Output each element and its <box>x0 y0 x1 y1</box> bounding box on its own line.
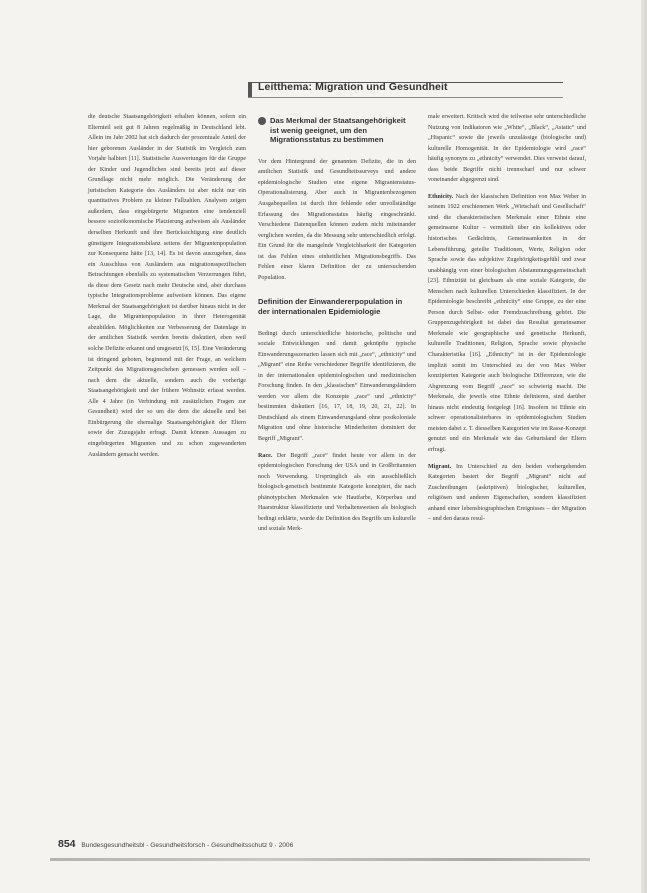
section-heading-text: Das Merkmal der Staatsangehörigkeit ist wenig geeignet, um den Migrationsstatus zu bestimmen <box>270 116 406 145</box>
run-in-heading-ethnicity: Ethnicity. <box>428 193 454 200</box>
section-heading-definition: Definition der Einwandererpopulation in der internationalen Epidemiologie <box>258 297 403 316</box>
page-footer <box>58 838 293 850</box>
run-in-heading-migrant: Migrant. <box>428 463 452 470</box>
text-column-right <box>428 112 586 525</box>
footer-journal-citation: Bundesgesundheitsbl - Gesundheitsforsch - Gesundheitsschutz 9 · 2006 <box>81 842 294 849</box>
body-paragraph-migrant <box>428 462 586 525</box>
body-paragraph: die deutsche Staatsangehörigkeit erhalten können, sofern ein Elternteil seit gut 8 Jahren regelmäßig in Deutschland lebt. Allein im Jahr 2002 hat sich dadurch der prozentuale Anteil der hier geborenen Ausländer in der Statistik im Vergleich zum Vorjahr halbiert [11]. Statistische Auswertungen für die Gruppe der Kinder und Jugendlichen sind bereits jetzt auf dieser Grundlage nicht mehr möglich. Die Veränderung der juristischen Kategorie des Ausländers ist aber nicht nur ein quantitatives Problem zu kleiner Fallzahlen. Analysen zeigen außerdem, dass eingebürgerte Migranten eine tendenziell bessere sozioökonomische Platzierung aufweisen als Ausländer derselben Herkunft und ihre Berücksichtigung eine deutlich günstigere Integrationsbilanz seitens der Migrantenpopulation zur Konsequenz hätte [13, 14]. Es ist davon auszugehen, dass ein Ausschluss von Ausländern aus migrationsspezifischen Betrachtungen ebenfalls zu systematischen Verzerrungen führt, da diese dem Gesetz nach mehr Deutsche sind, aber durchaus typische Integrationsprobleme aufweisen können. Das eigene Merkmal der Staatsangehörigkeit ist darüber hinaus nicht in der Lage, die Migrantenpopulation in ihrer Heterogenität abzubilden. Möglichkeiten zur Verbesserung der Datenlage in der amtlichen Statistik werden bereits diskutiert, eben weil solche Defizite erkannt und umgesetzt [6, 15]. Eine Veränderung ist dringend geboten, beginnend mit der Frage, an welchem Zeitpunkt das Migrationsgeschehen gemessen werden soll – nach dem die aktuelle, sondern auch die vorherige Staatsangehörigkeit und der frühere Wohnsitz erfasst werden. Alle 4 Jahre (in Verbindung mit zusätzlichen Fragen zur Gesundheit) wird der so um die dem die aktuelle und bei Einbürgerung die ehemalige Staatsangehörigkeit der Eltern sowie der Zuzugsjahr erfragt. Damit können Aussagen zu eingebürgerten Migranten und zu schon zugewanderten Ausländern gemacht werden. <box>88 114 246 458</box>
body-paragraph-ethnicity <box>428 192 586 456</box>
body-paragraph: Bedingt durch unterschiedliche historische, politische und soziale Entwicklungen und damit geknüpfte typische Einwanderungsszenarien lassen sich mit „race“, „ethnicity“ und „Migrant“ eine Reihe verschiedener Begriffe identifizieren, die in der internationalen epidemiologischen und medizinischen Forschung finden. In den „klassischen“ Einwanderungsländern werden vor allem die Konzepte „race“ und „ethnicity“ bestimmten diskutiert [16, 17, 18, 19, 20, 21, 22]. In Deutschland als einem Einwanderungsland ohne postkoloniale Migration und ohne historische Minderheiten dominiert der Begriff „Migrant“. <box>258 330 416 442</box>
migrant-text: Im Unterschied zu den beiden vorhergehenden Kategorien basiert der Begriff „Migrant“ nicht auf Zuschreibungen (askriptiven) biologischer, kulturellen, religiösen und anderen Eigenschaften, sondern klassifiziert anhand einer lebensbiographischen Ereignisses – der Migration – und den daraus resul- <box>428 463 586 523</box>
ethnicity-text: Nach der klassischen Definition von Max Weber in seinem 1922 erschienenen Werk „Wirtschaft und Gesellschaft“ sind die charakteristischen Merkmale einer Ethnie eine gemeinsame Kultur – vermittelt über ein kollektives oder historisches Gedächtnis, Gemeinsamkeiten in der Lebensführung, geteilte Traditionen, Werte, Religion oder Sprache sowie das subjektive Zugehörigkeitsgefühl und zwar unabhängig von einer biologischen Abstammungsgemeinschaft [23]. Ethnizität ist gleichsam als eine soziale Kategorie, die Menschen nach kulturellen Unterschieden klassifiziert. In der Epidemiologie beschreibt „ethnicity“ eine Gruppe, zu der eine Person durch Selbst- oder Fremdzuschreibung gehört. Die Gruppenzugehörigkeit ist dabei das Resultat gemeinsamer Merkmale wie geographische und genetische Herkunft, kulturelle Traditionen, Religion, Sprache sowie physische Charakteristika [16]. „Ethnicity“ ist in der Epidemiologie implizit somit im Unterschied zu der von Max Weber konzipierten Kategorie auch biologische Differenzen, wie die Abgrenzung vom Begriff „race“ so schwierig macht. Die Merkmale, die jeweils eine Ethnie definieren, sind darüber hinaus nicht eindeutig festgelegt [16]. Insofern ist Ethnie ein schwer operationalisierbares in epidemiologischen Studien meisten dabei z. T. diesselben Kategorien wie im Rasse-Konzept genutzt und ein Merkmale wie das Geburtsland der Eltern erfragt. <box>428 193 586 453</box>
bullet-circle-icon <box>258 117 266 125</box>
body-paragraph-race <box>258 451 416 535</box>
page-edge-shadow <box>641 0 647 893</box>
body-paragraph: male erweitert. Kritisch wird die teilweise sehr unterschiedliche Nutzung von Indikatoren wie „White“, „Black“, „Asiatic“ und „Hispanic“ sowie die jeweils unzulässige (biologische und) kulturelle Homogenität. In der Epidemiologie wird „race“ häufig synonym zu „ethnicity“ verwendet. Dies verweist darauf, dass beide Begriffe nicht trennscharf und nur schwer voneinander abgegrenzt sind. <box>428 114 586 184</box>
body-paragraph: Vor dem Hintergrund der genannten Defizite, die in den amtlichen Statistik und Gesundheitssurveys und andere epidemiologische Studien eine eigene Migrantenstatus-Operationalisierung. Aber auch in Migrantenbezogenen Ausgabequellen ist durch ihre fehlende oder unvollständige Erfassung des Migrationsstatus häufig eingeschränkt. Verschiedene Datenquellen können zudem nicht miteinander verglichen werden, da die Messung sehr unterschiedlich erfolgt. Ein Grund für die mangelnde Vergleichbarkeit der Kategorien ist das Fehlen eines einheitlichen Migrationsbegriffs. Das Fehlen einer klaren Definition der zu untersuchenden Population. <box>258 158 416 281</box>
run-in-heading-race: Race. <box>258 452 273 459</box>
section-heading-staatsangehoerigkeit <box>258 116 416 145</box>
page-number: 854 <box>58 838 76 850</box>
scan-edge-shadow <box>50 858 590 861</box>
text-column-left <box>88 112 246 460</box>
running-header-title: Leitthema: Migration und Gesundheit <box>258 81 448 93</box>
text-column-middle <box>258 112 416 535</box>
race-text: Der Begriff „race“ findet heute vor allem in der epidemiologischen Forschung der USA und in Großbritannien noch Verwendung. Ursprünglich als ein ausschließlich biologisch-genetisch bestimmte Kategorie konzipiert, die nach phänotypischen Merkmalen wie Hautfarbe, Körperbau und Haarstruktur klassifizierte und Verhaltensweisen als biologisch bedingt erklärte, wurde die Definition des Begriffs um kulturelle und soziale Merk- <box>258 452 417 533</box>
